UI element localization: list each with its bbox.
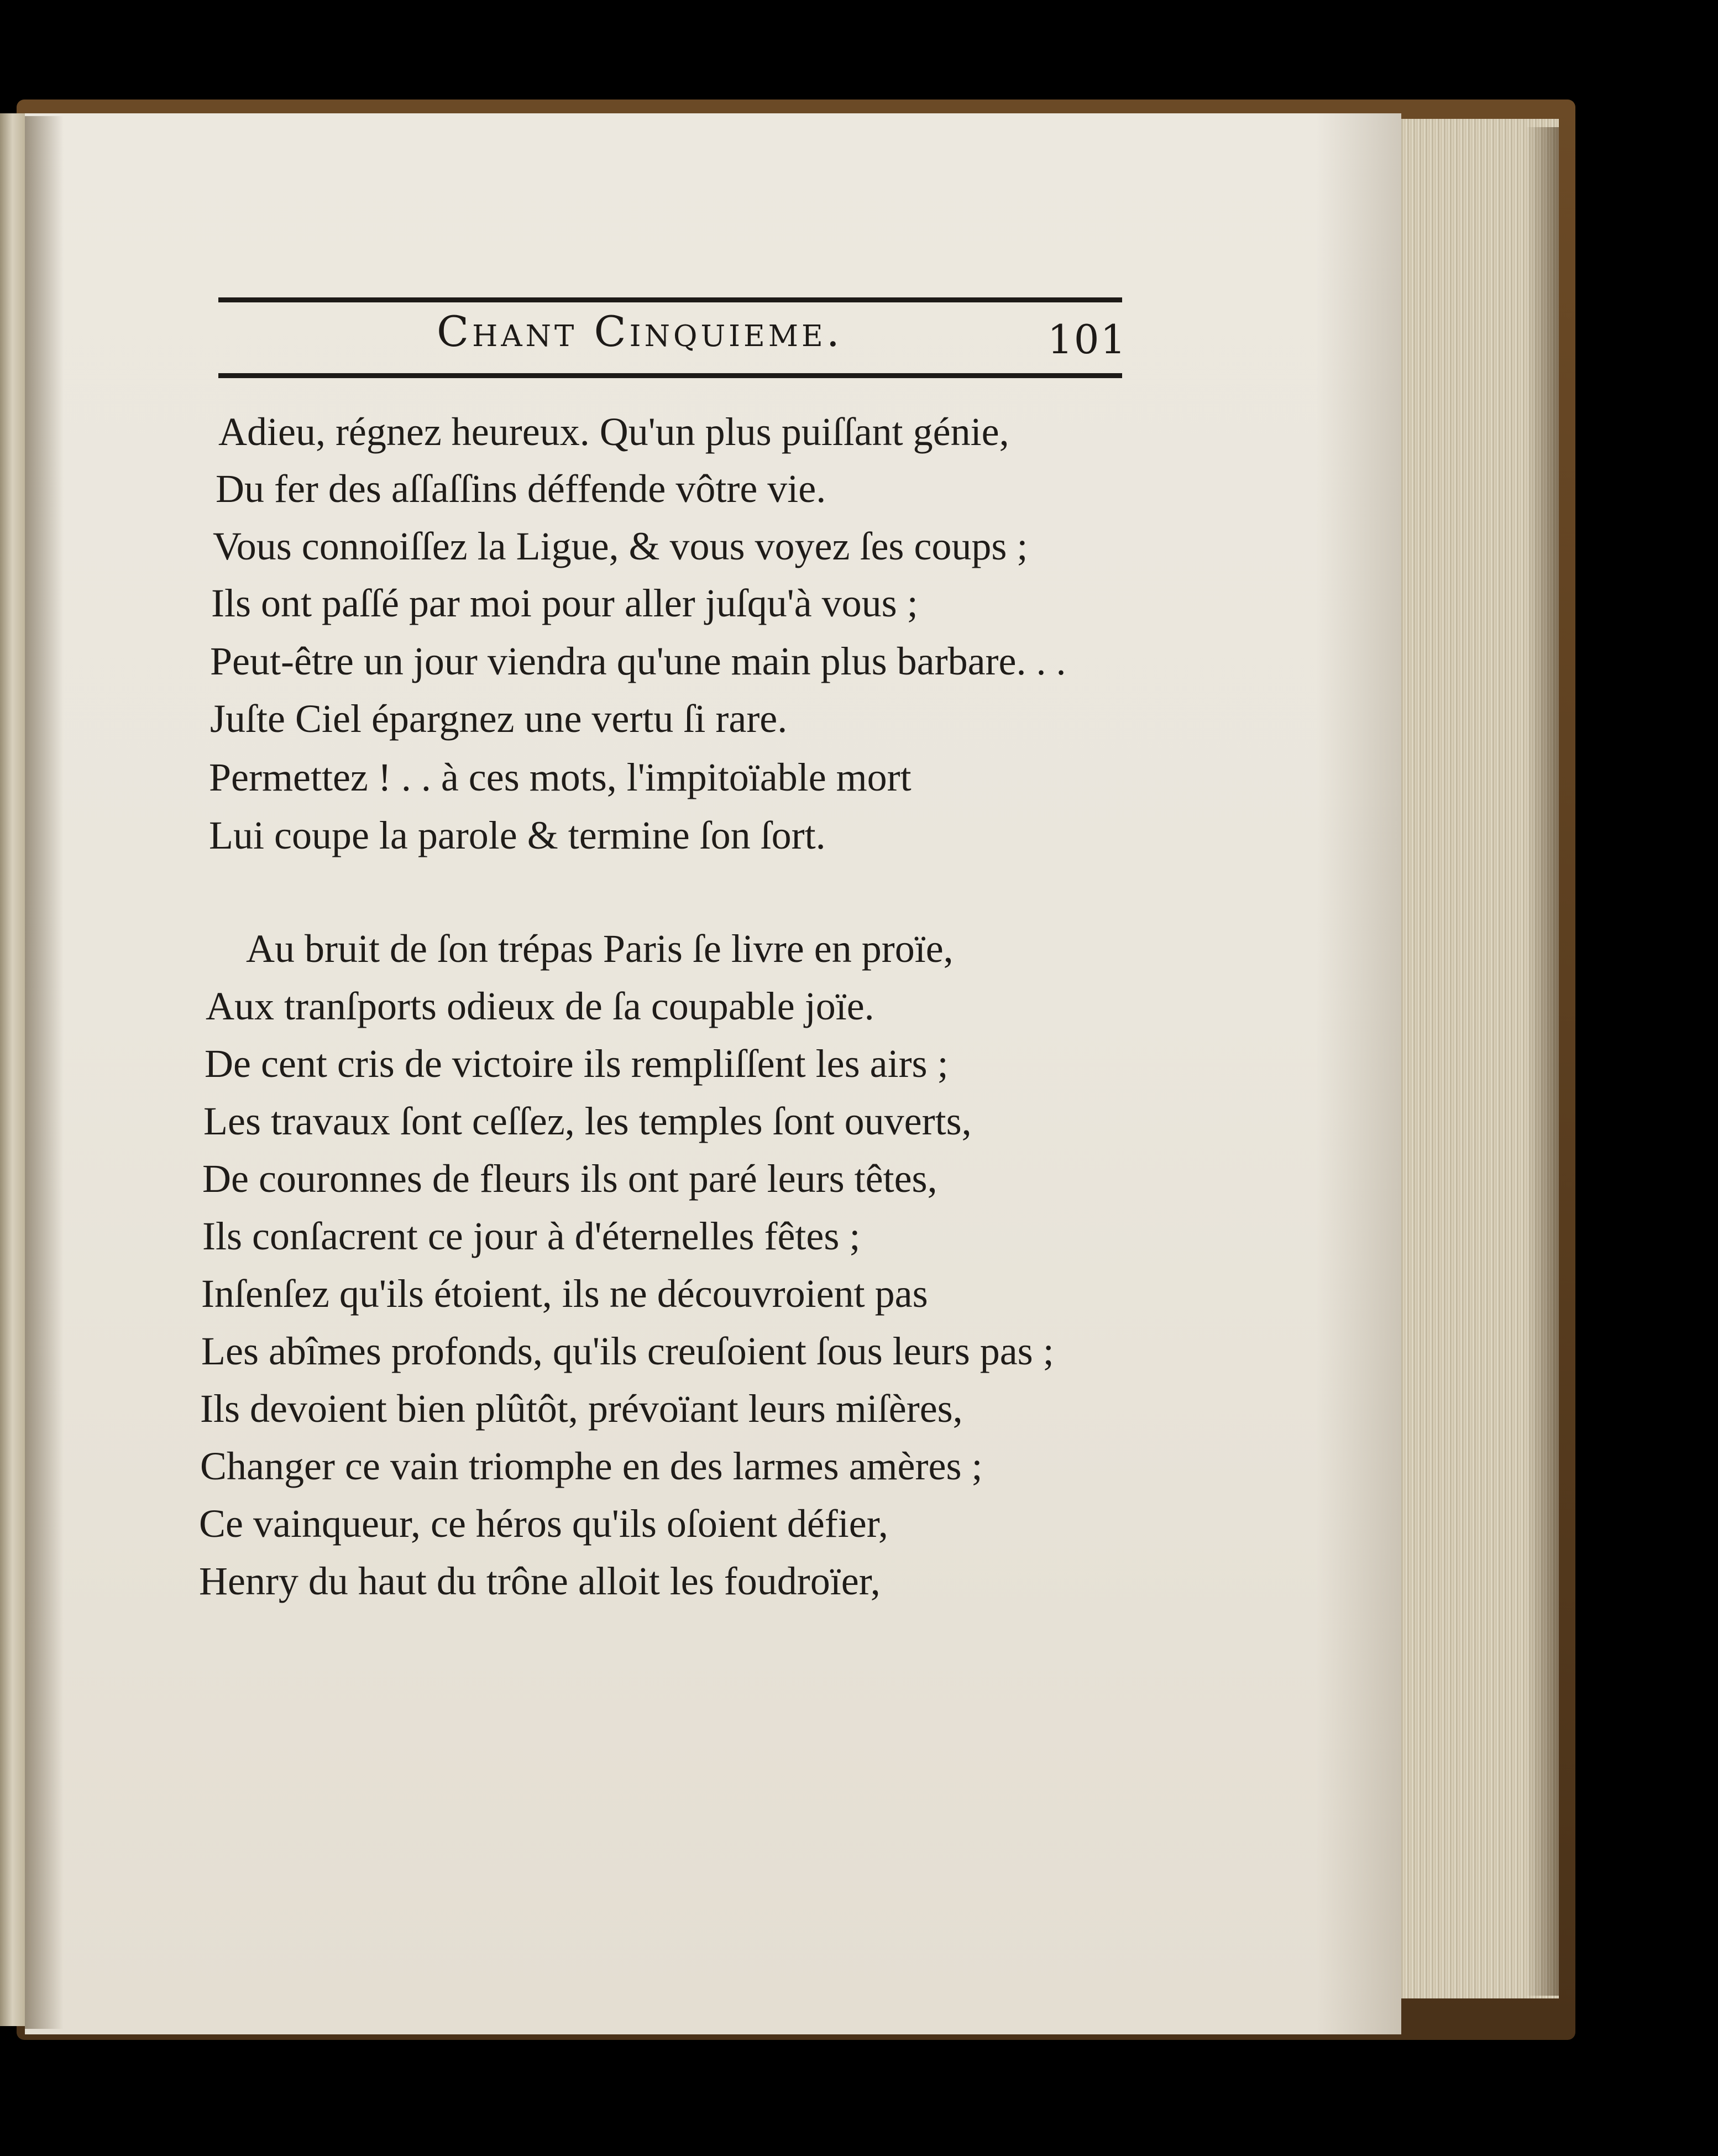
verse-line: Juſte Ciel épargnez une vertu ſi rare. <box>210 697 788 741</box>
verse-line: Henry du haut du trône alloit les foudroïer, <box>199 1559 881 1603</box>
verse-line: De couronnes de fleurs ils ont paré leurs têtes, <box>202 1157 937 1201</box>
verse-line: Les abîmes profonds, qu'ils creuſoient ſous leurs pas ; <box>201 1329 1054 1373</box>
verse-line: Aux tranſports odieux de ſa coupable joïe. <box>206 984 874 1028</box>
verse-line: Inſenſez qu'ils étoient, ils ne découvroient pas <box>201 1271 928 1316</box>
verse-line: Les travaux ſont ceſſez, les temples ſont ouverts, <box>203 1099 972 1143</box>
verse-line: Au bruit de ſon trépas Paris ſe livre en proïe, <box>246 927 954 971</box>
page-edge-shadow <box>1316 113 1401 2034</box>
verse-line: Vous connoiſſez la Ligue, & vous voyez ſes coups ; <box>213 524 1028 568</box>
running-title: Chant Cinquieme. <box>437 307 843 356</box>
verse-line: Du fer des aſſaſſins déffende vôtre vie. <box>216 467 826 511</box>
verse-line: Lui coupe la parole & termine ſon ſort. <box>209 813 826 857</box>
header-rule-top <box>218 297 1122 302</box>
verse-line: Permettez ! . . à ces mots, l'impitoïable mort <box>209 755 912 799</box>
verse-line: Ils ont paſſé par moi pour aller juſqu'à vous ; <box>211 581 918 625</box>
verse-line: Adieu, régnez heureux. Qu'un plus puiſſant génie, <box>218 410 1009 454</box>
header-rule-bottom <box>218 373 1122 378</box>
page-stack-shadow <box>1526 127 1559 1996</box>
page-number: 101 <box>1047 316 1127 363</box>
verse-line: De cent cris de victoire ils rempliſſent les airs ; <box>205 1042 949 1086</box>
previous-page-edge <box>0 113 25 2026</box>
verse-line: Changer ce vain triomphe en des larmes amères ; <box>200 1444 983 1488</box>
verse-line: Ce vainqueur, ce héros qu'ils oſoient défier, <box>199 1501 888 1546</box>
gutter-shadow <box>25 116 64 2029</box>
verse-line: Ils conſacrent ce jour à d'éternelles fêtes ; <box>202 1214 861 1258</box>
verse-line: Ils devoient bien plûtôt, prévoïant leurs miſères, <box>200 1386 963 1431</box>
verse-line: Peut-être un jour viendra qu'une main plus barbare. . . <box>210 639 1066 683</box>
